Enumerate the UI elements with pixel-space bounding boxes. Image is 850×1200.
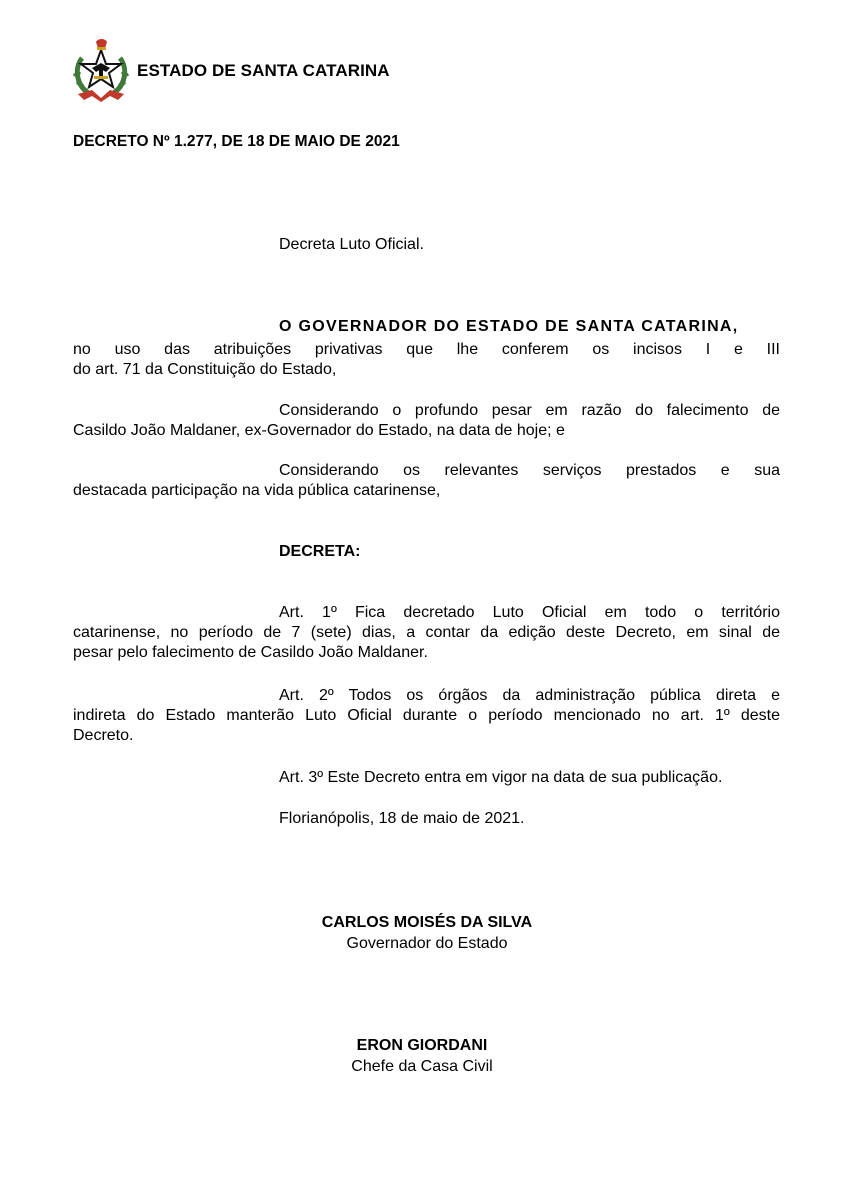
decree-title: DECRETO Nº 1.277, DE 18 DE MAIO DE 2021 [73,133,400,150]
considerando-paragraph [73,401,780,441]
governor-heading: O GOVERNADOR DO ESTADO DE SANTA CATARINA, [279,318,739,335]
preamble-line: do art. 71 da Constituição do Estado, [73,361,337,378]
article-1 [73,603,780,663]
article-line: Art. 2º Todos os órgãos da administração pública direta e [279,687,780,704]
paragraph-line: Casildo João Maldaner, ex-Governador do Estado, na data de hoje; e [73,422,565,439]
signatory-role: Chefe da Casa Civil [351,1058,493,1075]
paragraph-line: Considerando o profundo pesar em razão do falecimento de [279,402,780,419]
state-name: ESTADO DE SANTA CATARINA [137,61,390,80]
coat-of-arms-icon [72,38,130,104]
preamble-line: no uso das atribuições privativas que lhe conferem os incisos I e III [73,341,780,358]
signature-chief-of-staff [0,1035,850,1077]
article-line: pesar pelo falecimento de Casildo João Maldaner. [73,644,428,661]
paragraph-line: destacada participação na vida pública catarinense, [73,482,441,499]
article-line: Art. 1º Fica decretado Luto Oficial em todo o território [279,604,780,621]
paragraph-line: Considerando os relevantes serviços prestados e sua [279,462,780,479]
article-3: Art. 3º Este Decreto entra em vigor na data de sua publicação. [279,769,723,786]
article-line: indireta do Estado manterão Luto Oficial durante o período mencionado no art. 1º deste [73,707,780,724]
city-date: Florianópolis, 18 de maio de 2021. [279,810,525,827]
signatory-name: ERON GIORDANI [356,1037,488,1054]
decreta-label: DECRETA: [279,543,361,560]
considerando-paragraph [73,461,780,501]
preamble-paragraph [73,340,780,380]
article-2 [73,686,780,746]
decree-ementa: Decreta Luto Oficial. [279,236,424,253]
article-line: catarinense, no período de 7 (sete) dias, a contar da edição deste Decreto, em sinal de [73,624,780,641]
signature-governor [0,912,850,954]
signatory-name: CARLOS MOISÉS DA SILVA [321,914,533,931]
article-line: Decreto. [73,727,134,744]
signatory-role: Governador do Estado [346,935,508,952]
